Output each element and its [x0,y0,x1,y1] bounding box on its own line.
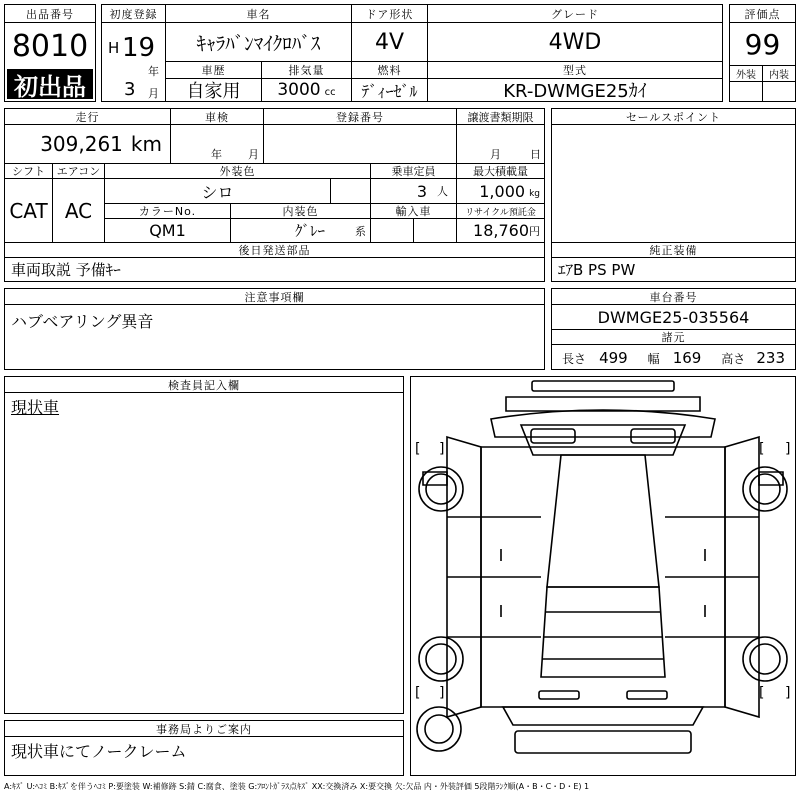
recycle-unit: 円 [529,224,540,238]
chassis-header: 車台番号 [552,289,795,305]
history-value: 自家用 [166,79,262,101]
score-exterior-value [730,82,763,101]
wheel-front-right-inner [750,474,780,504]
score-box [729,4,796,102]
interior-color-value: ｸﾞﾚｰ [294,222,325,240]
exterior-color-extra [331,179,371,204]
fuel-header: 燃料 [352,62,428,79]
car-name-value: ｷｬﾗﾊﾞﾝﾏｲｸﾛﾊﾞｽ [166,23,352,62]
import-header: 輸入車 [371,204,457,219]
inspector-value: 現状車 [11,398,60,417]
chassis-box [551,288,796,370]
wheel-front-left-inner [426,474,456,504]
parts-later-header: 後日発送部品 [5,243,544,258]
inspector-box [4,376,404,714]
lot-number: 8010 [11,28,89,64]
registration-value [264,125,457,164]
interior-color-cell [231,219,371,243]
dims-length-label: 長さ [561,351,586,366]
capacity-value: 3 [416,181,427,201]
roof-vent-left [531,429,575,443]
import-left [371,219,414,243]
model-value: KR-DWMGE25ｶｲ [503,81,647,101]
wheel-rear-right-inner [750,644,780,674]
sales-points-body [552,125,795,243]
first-reg-year-unit: 年 [148,65,159,78]
first-reg-header: 初度登録 [102,5,166,23]
score-value: 99 [730,23,795,66]
shift-value: CAT [5,179,53,243]
capacity-header: 乗車定員 [371,164,457,179]
first-reg-era: H [108,39,120,57]
bracket-mark: ] [785,441,791,457]
capacity-cell [371,179,457,204]
mileage-value: 309,261 [40,132,123,156]
bracket-mark: [ [415,685,421,701]
ac-value: AC [53,179,105,243]
dims-header: 諸元 [552,330,795,345]
bracket-mark: ] [439,441,445,457]
equipment-header: 純正装備 [552,243,795,258]
rear-panel [503,707,703,725]
roof [547,455,659,587]
exterior-color-value: シロ [105,179,331,204]
first-reg-month: 3 [124,79,136,100]
vehicle-info-table [101,4,723,102]
sales-points-header: セールスポイント [552,109,795,125]
bracket-mark: [ [759,441,765,457]
dims-width [648,348,702,367]
registration-header: 登録番号 [264,109,457,125]
mileage-cell [5,125,171,164]
first-reg-year: 19 [122,33,156,63]
interior-color-unit: 系 [355,224,366,238]
inspection-header: 車検 [171,109,264,125]
lot-header: 出品番号 [5,5,95,23]
dims-width-value: 169 [672,348,702,367]
capacity-unit: 人 [437,185,448,198]
recycle-header: リサイクル預託金 [457,204,544,219]
equipment-value: ｴｱB PS PW [558,261,636,279]
spare-tire-inner [425,715,453,743]
hood-top [506,397,700,411]
first-reg-month-unit: 月 [148,87,159,100]
notes-box [4,288,545,370]
dims-length-value: 499 [599,348,628,367]
mileage-unit: km [130,132,162,156]
grade-value: 4WD [428,23,722,62]
bracket-mark: ] [785,685,791,701]
ac-header: エアコン [53,164,105,179]
score-exterior-label: 外装 [730,66,763,82]
first-listing-badge: 初出品 [7,69,93,99]
mileage-header: 走行 [5,109,171,125]
dims-height-label: 高さ [721,351,746,366]
bracket-mark: [ [759,685,765,701]
displacement-cell [262,79,352,101]
dims-length [562,348,628,367]
history-header: 車歴 [166,62,262,79]
transfer-month-unit: 月 [490,148,501,161]
score-header: 評価点 [730,5,795,23]
legend: A:ｷｽﾞ U:ﾍｺﾐ B:ｷｽﾞを伴うﾍｺﾐ P:要塗装 W:補修跡 S:錆 C:腐食、塗装 G:ﾌﾛﾝﾄｶﾞﾗｽ点ｷｽﾞ XX:交換済み X:要交換 欠:欠品 内・外装評価 5段階ﾗﾝｸ順(A・B・C・D・E) 1 [4,782,590,791]
inspection-year-unit: 年 [211,148,222,161]
import-right [414,219,457,243]
recycle-value: 18,760 [473,221,529,240]
roof-vent-right [631,429,675,443]
car-name-header: 車名 [166,5,352,23]
interior-color-header: 内装色 [231,204,371,219]
fuel-value: ﾃﾞｨｰｾﾞﾙ [352,79,428,101]
score-interior-label: 内装 [763,66,795,82]
door-value: 4V [352,23,428,62]
dims-cell [552,345,795,369]
displacement-header: 排気量 [262,62,352,79]
color-no-value: QM1 [105,219,231,243]
exterior-color-header: 外装色 [105,164,371,179]
sales-points-box [551,108,796,282]
notes-header: 注意事項欄 [5,289,544,305]
wheel-rear-left-inner [426,644,456,674]
front-bumper [532,381,674,391]
dims-height-value: 233 [756,348,786,367]
office-value: 現状車にてノークレーム [11,742,187,761]
notes-value: ハブベアリング異音 [11,312,154,331]
spare-tire [417,707,461,751]
inspector-header: 検査員記入欄 [5,377,403,393]
bracket-mark: ] [439,685,445,701]
transfer-header: 譲渡書類期限 [457,109,544,125]
chassis-value: DWMGE25-035564 [552,305,795,330]
dims-width-label: 幅 [647,351,660,366]
displacement-unit: cc [324,86,336,98]
max-load-value: 1,000 [479,181,526,201]
lot-box [4,4,96,102]
dims-height [721,348,785,367]
rear-light-right [627,691,667,699]
car-condition-diagram [411,377,795,775]
car-diagram-box [410,376,796,776]
max-load-unit: kg [529,188,540,199]
shift-header: シフト [5,164,53,179]
roof-rear [541,587,665,677]
transfer-day-unit: 日 [530,148,541,161]
bracket-mark: [ [415,441,421,457]
model-header: 型式 [428,62,722,79]
office-header: 事務局よりご案内 [5,721,403,737]
grade-header: グレード [428,5,722,23]
displacement-value: 3000 [277,80,321,100]
max-load-header: 最大積載量 [457,164,544,179]
inspection-month-unit: 月 [248,148,259,161]
rear-bumper [515,731,691,753]
door-header: ドア形状 [352,5,428,23]
office-box [4,720,404,776]
recycle-cell [457,219,544,243]
score-interior-value [763,82,795,101]
rear-light-left [539,691,579,699]
color-no-header: カラーNo. [105,204,231,219]
parts-later-value: 車両取説 予備ｷｰ [11,261,121,279]
max-load-cell [457,179,544,204]
details-table [4,108,545,282]
